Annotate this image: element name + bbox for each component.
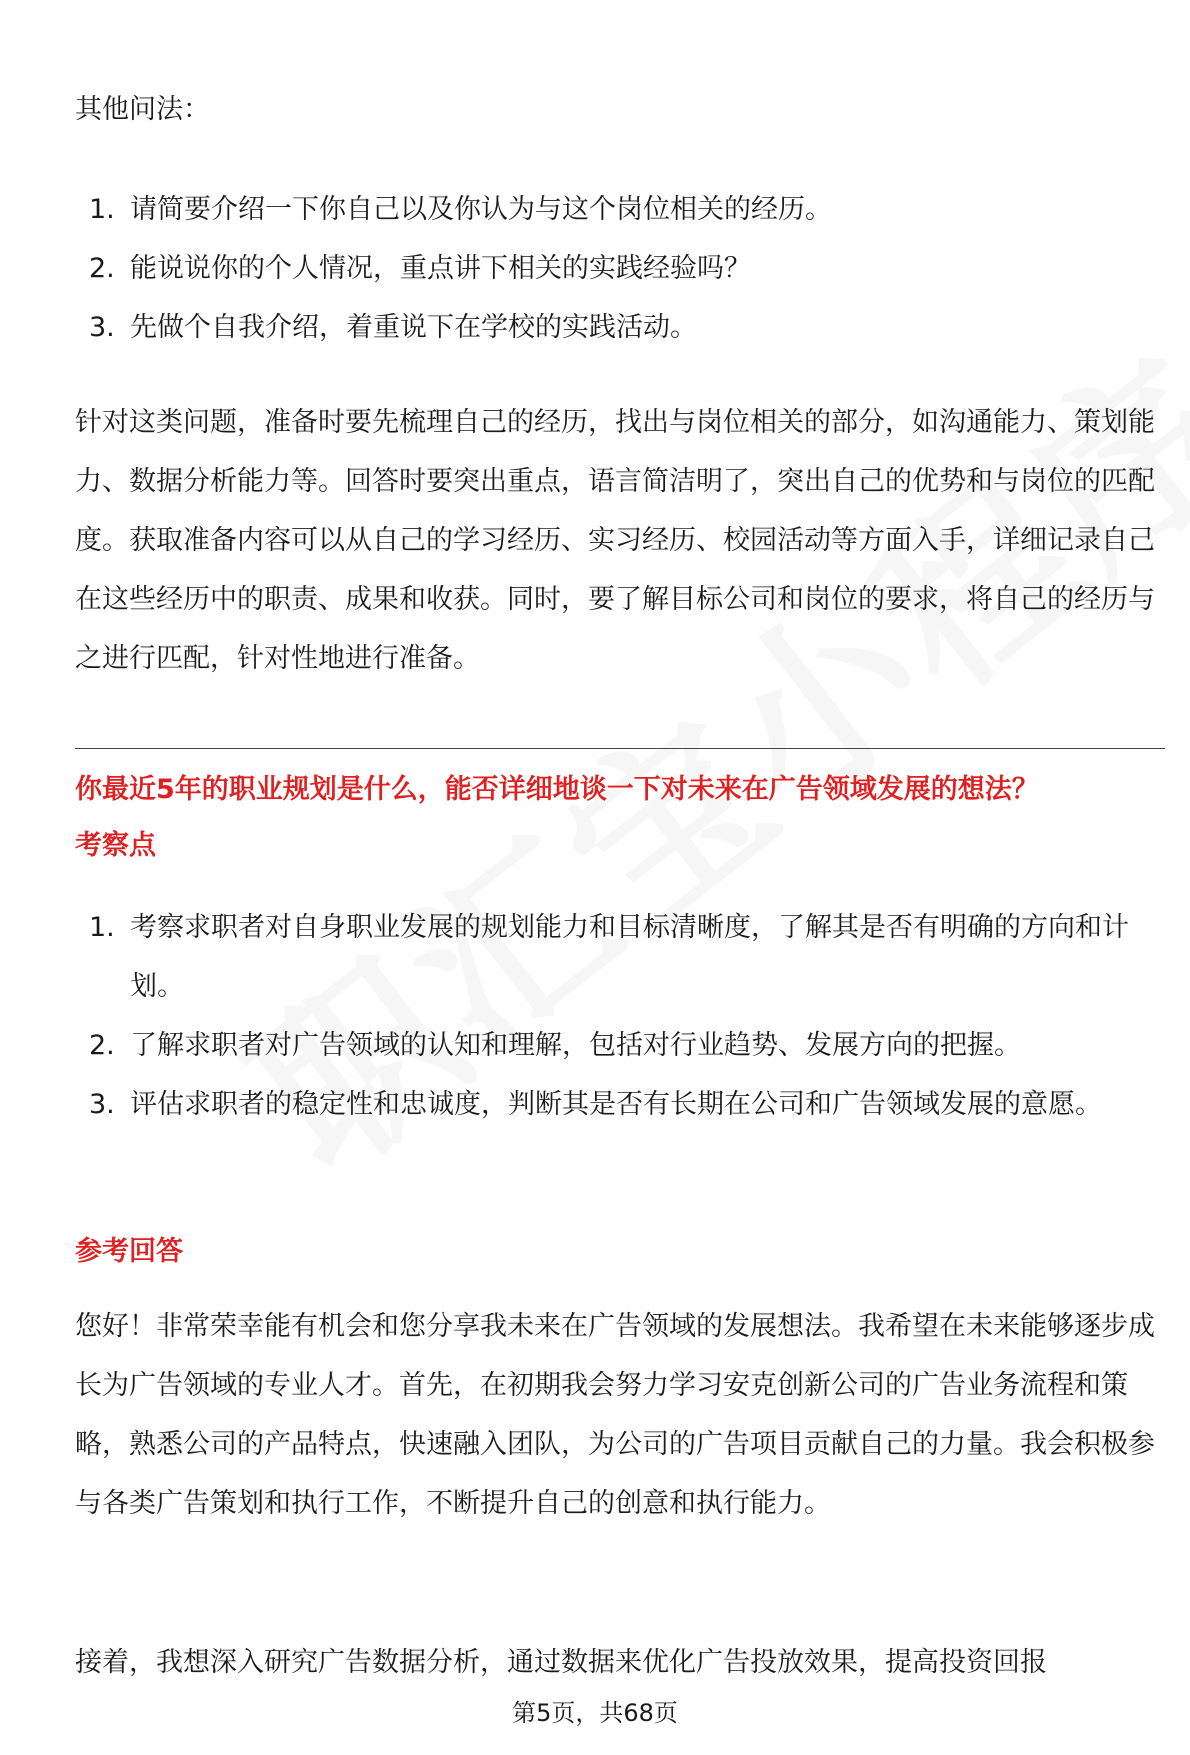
answer-heading <box>75 1232 1165 1272</box>
answer-paragraph-1: 您好！非常荣幸能有机会和您分享我未来在广告领域的发展想法。我希望在未来能够逐步成长为广告领域的专业人才。首先，在初期我会努力学习安克创新公司的广告业务流程和策略，熟悉公司的产品特点，快速融入团队，为公司的广告项目贡献自己的力量。我会积极参与各类广告策划和执行工作，不断提升自己的创意和执行能力。 <box>75 1311 1155 1519</box>
list-item: 2. 了解求职者对广告领域的认知和理解，包括对行业趋势、发展方向的把握。 <box>89 1030 1021 1061</box>
other-questions-label <box>75 90 1165 130</box>
points-list <box>75 898 1165 1134</box>
list-item: 2. 能说说你的个人情况，重点讲下相关的实践经验吗？ <box>89 253 751 284</box>
page-number: 第5页，共68页 <box>512 1699 678 1727</box>
question-title: 你最近5年的职业规划是什么，能否详细地谈一下对未来在广告领域发展的想法？ <box>75 774 1039 805</box>
list-item: 1. 考察求职者对自身职业发展的规划能力和目标清晰度，了解其是否有明确的方向和计划。 <box>89 912 1129 1002</box>
answer-title: 参考回答 <box>75 1236 183 1267</box>
points-heading <box>75 826 1165 866</box>
list-item: 1. 请简要介绍一下你自己以及你认为与这个岗位相关的经历。 <box>89 194 832 225</box>
other-questions-list <box>75 180 1165 357</box>
advice-paragraph: 针对这类问题，准备时要先梳理自己的经历，找出与岗位相关的部分，如沟通能力、策划能力、数据分析能力等。回答时要突出重点，语言简洁明了，突出自己的优势和与岗位的匹配度。获取准备内容可以从自己的学习经历、实习经历、校园活动等方面入手，详细记录自己在这些经历中的职责、成果和收获。同时，要了解目标公司和岗位的要求，将自己的经历与之进行匹配，针对性地进行准备。 <box>75 407 1155 674</box>
section-label: 其他问法： <box>75 94 210 125</box>
list-item: 3. 评估求职者的稳定性和忠诚度，判断其是否有长期在公司和广告领域发展的意愿。 <box>89 1089 1102 1120</box>
list-item: 3. 先做个自我介绍，着重说下在学校的实践活动。 <box>89 312 697 343</box>
answer-paragraph-2: 接着，我想深入研究广告数据分析，通过数据来优化广告投放效果，提高投资回报 <box>75 1647 1047 1678</box>
interview-question <box>75 770 1165 810</box>
section-divider <box>75 748 1165 749</box>
points-title: 考察点 <box>75 830 156 861</box>
